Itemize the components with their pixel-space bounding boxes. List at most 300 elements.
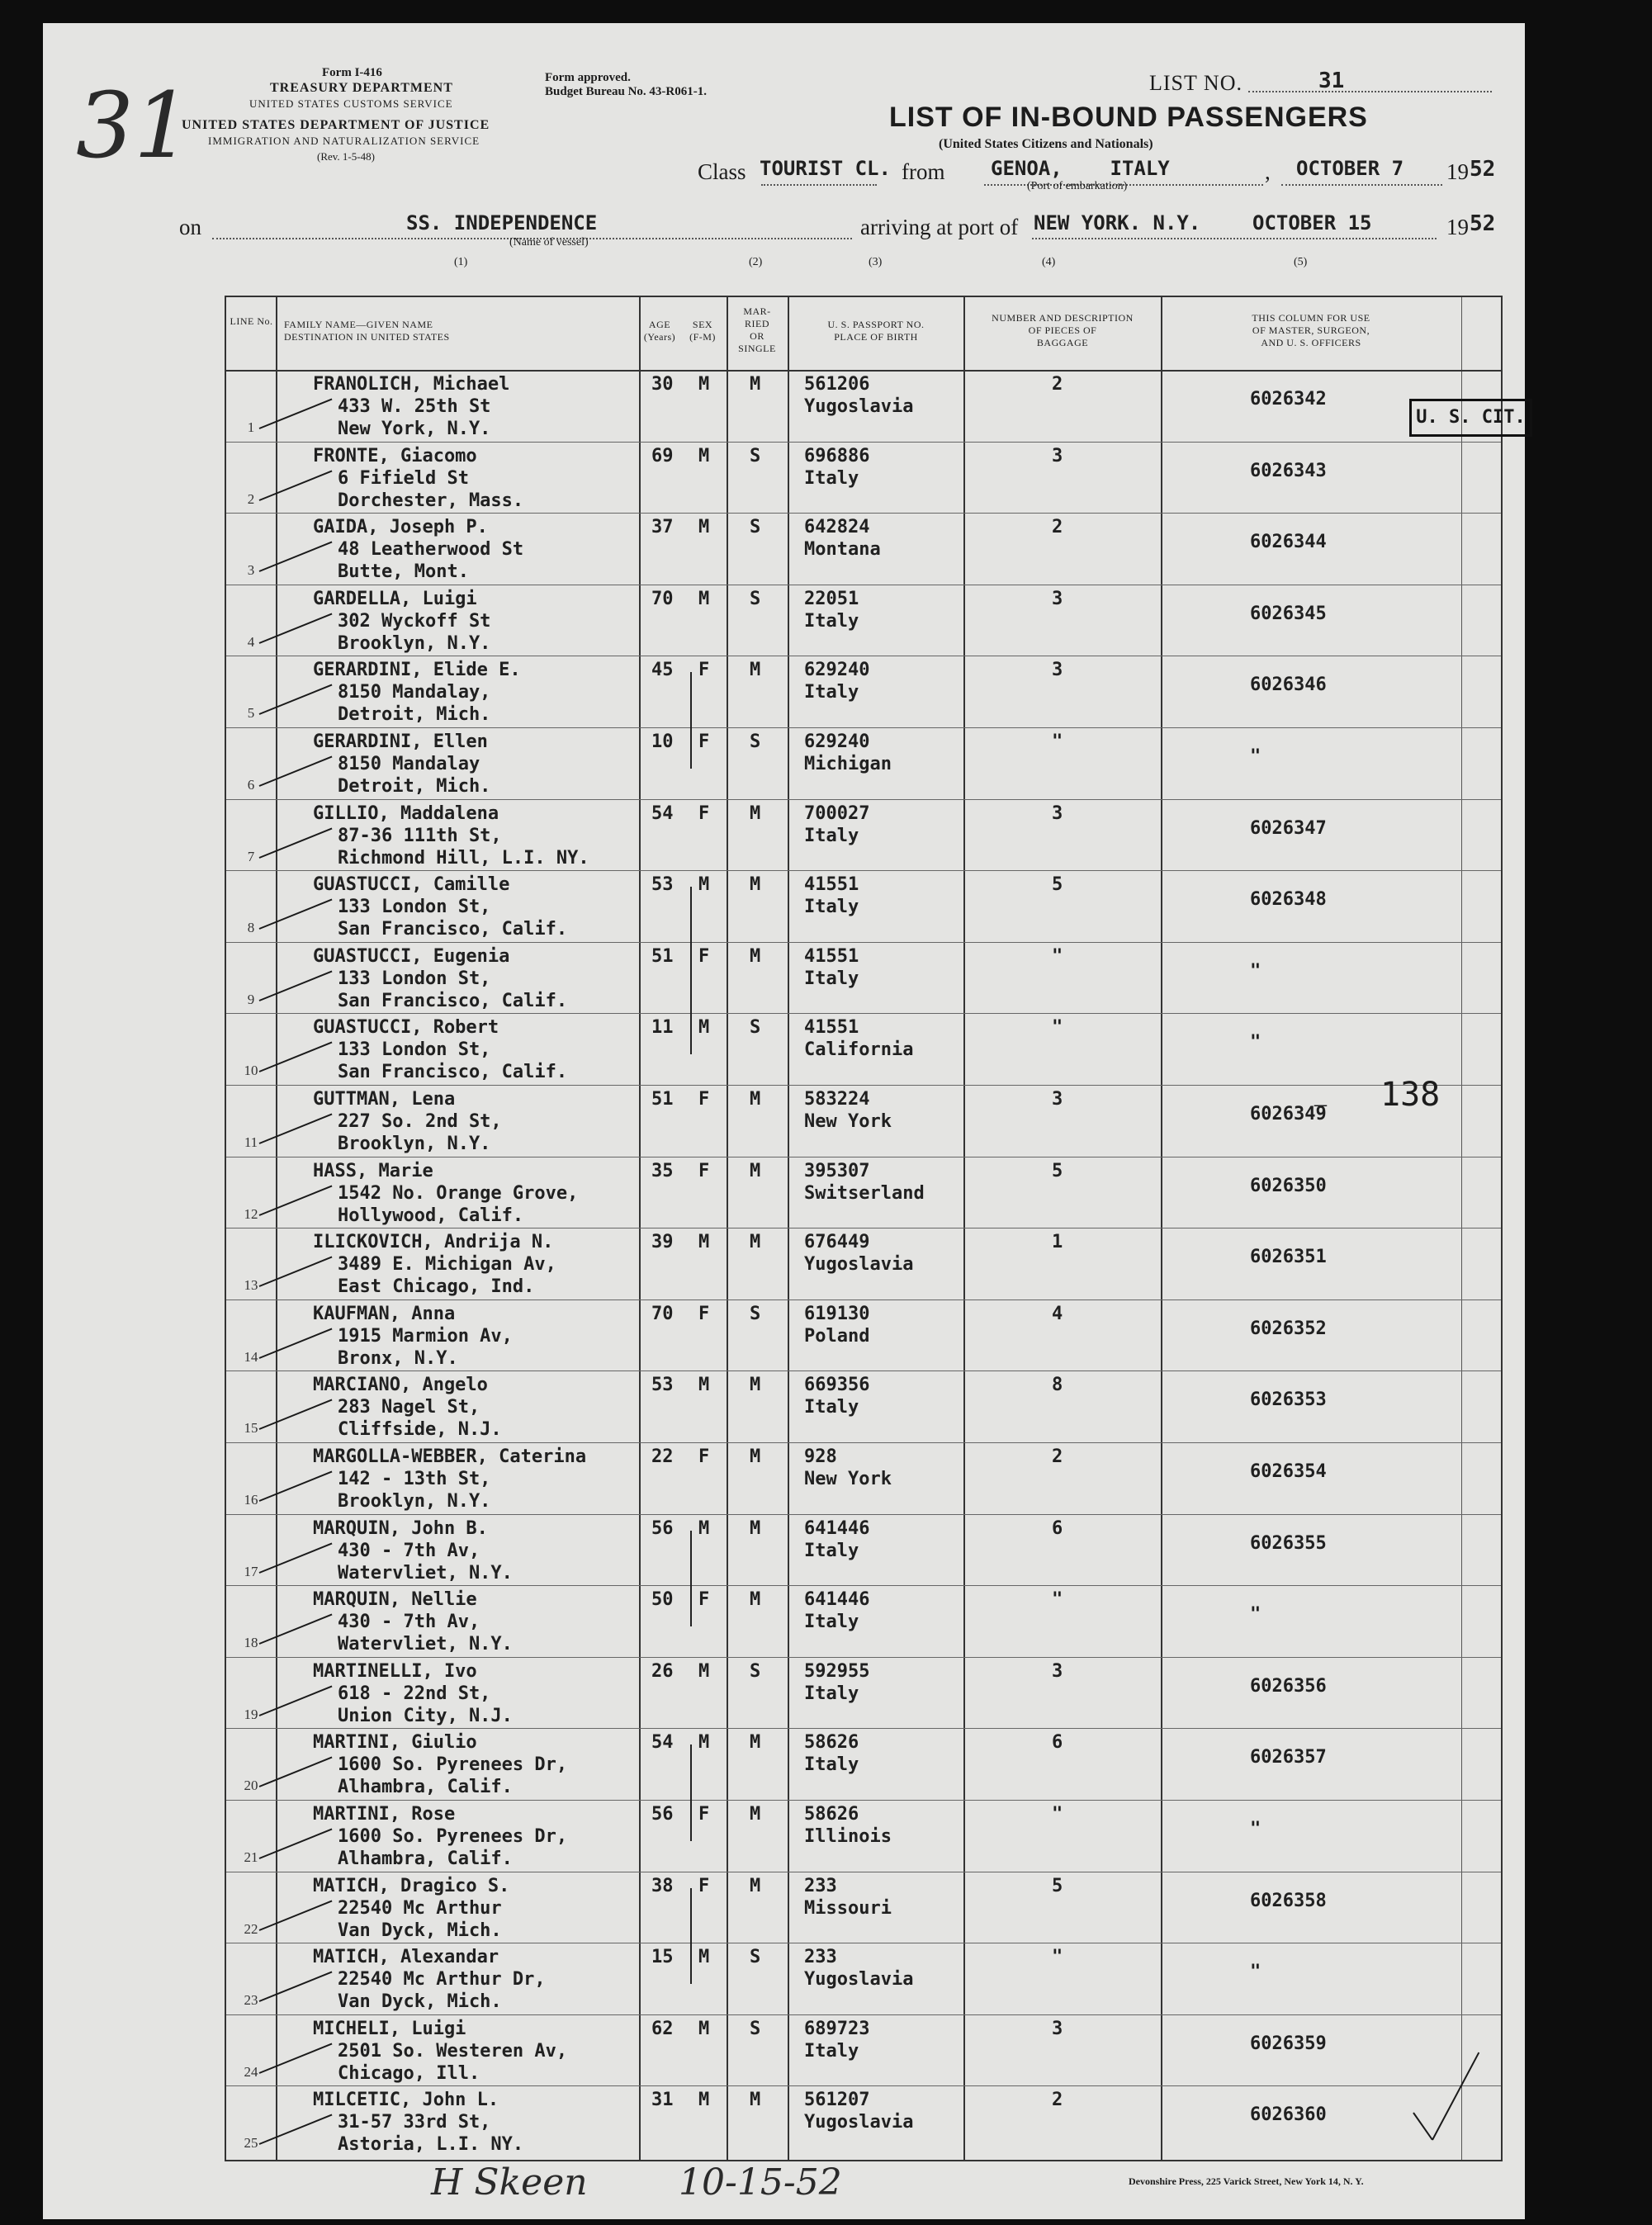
row-separator: [226, 727, 1501, 728]
passenger-name: HASS, Marie: [313, 1160, 433, 1181]
header-line-no: LINE No.: [230, 315, 273, 327]
baggage-count: 3: [1052, 2018, 1063, 2039]
baggage-count: ": [1052, 731, 1063, 752]
form-number: Form I-416: [322, 66, 382, 79]
age: 50: [651, 1589, 674, 1611]
marital-status: M: [750, 874, 761, 896]
pencil-tick: [259, 613, 333, 643]
pencil-tick: [259, 1757, 333, 1787]
passport-number: 41551: [804, 945, 859, 967]
place-of-birth: Illinois: [804, 1826, 892, 1847]
passenger-name: FRANOLICH, Michael: [313, 374, 510, 395]
passenger-name: MATICH, Dragico S.: [313, 1875, 510, 1896]
table-row: [226, 656, 1501, 727]
address-street: 1600 So. Pyrenees Dr,: [338, 1826, 568, 1847]
row-separator: [226, 1657, 1501, 1658]
age: 62: [651, 2018, 674, 2039]
age: 53: [651, 874, 674, 896]
age: 51: [651, 945, 674, 967]
pencil-tick: [259, 1900, 333, 1930]
place-of-birth: Yugoslavia: [804, 2112, 914, 2133]
passport-number: 233: [804, 1947, 837, 1968]
address-street: 430 - 7th Av,: [338, 1540, 480, 1561]
sex: F: [698, 1446, 710, 1467]
passenger-name: MARQUIN, John B.: [313, 1517, 488, 1539]
sex: M: [698, 517, 710, 538]
line-number: 6: [247, 777, 255, 793]
place-of-birth: New York: [804, 1111, 892, 1132]
officer-number: 6026350: [1250, 1175, 1327, 1196]
officer-number: 6026354: [1250, 1461, 1327, 1482]
baggage-count: 5: [1052, 874, 1063, 896]
col-num: (1): [454, 256, 468, 268]
address-street: 1542 No. Orange Grove,: [338, 1182, 579, 1204]
year-prefix: 19: [1446, 159, 1469, 184]
line-number: 15: [244, 1420, 258, 1437]
table-row: [226, 1442, 1501, 1514]
address-street: 283 Nagel St,: [338, 1397, 480, 1418]
passport-number: 592955: [804, 1660, 870, 1682]
marital-status: S: [750, 1303, 761, 1324]
passport-number: 22051: [804, 588, 859, 609]
place-of-birth: Italy: [804, 610, 859, 632]
place-of-birth: Italy: [804, 1754, 859, 1776]
place-of-birth: Italy: [804, 897, 859, 918]
baggage-count: 2: [1052, 1446, 1063, 1467]
document-title: LIST OF IN-BOUND PASSENGERS: [889, 102, 1368, 133]
passenger-name: MARTINI, Giulio: [313, 1732, 477, 1754]
passport-number: 41551: [804, 874, 859, 896]
officer-number: 6026345: [1250, 603, 1327, 624]
passport-number: 58626: [804, 1804, 859, 1825]
departure-date: OCTOBER 7: [1296, 157, 1404, 180]
marital-status: S: [750, 588, 761, 609]
table-row: [226, 1514, 1501, 1586]
age: 22: [651, 1446, 674, 1467]
sex: M: [698, 874, 710, 896]
line-number: 1: [247, 419, 255, 435]
baggage-count: 3: [1052, 1660, 1063, 1682]
col-num: (4): [1042, 256, 1056, 268]
table-row: [226, 870, 1501, 942]
port-embarkation-note: (Port of embarkation): [1027, 180, 1128, 192]
form-revision: (Rev. 1-5-48): [317, 150, 375, 163]
sex: M: [698, 2018, 710, 2039]
officer-number: 6026359: [1250, 2033, 1327, 2054]
passport-number: 629240: [804, 660, 870, 681]
place-of-birth: Yugoslavia: [804, 396, 914, 417]
class-line: [761, 184, 877, 186]
place-of-birth: Switserland: [804, 1182, 925, 1204]
table-row: [226, 585, 1501, 656]
address-city: Alhambra, Calif.: [338, 1849, 513, 1869]
pencil-tick: [259, 470, 333, 500]
table-row: [226, 1371, 1501, 1442]
officer-number: 6026351: [1250, 1247, 1327, 1268]
line-number: 2: [247, 490, 255, 507]
passport-number: 700027: [804, 802, 870, 824]
pencil-tick: [259, 2043, 333, 2073]
row-separator: [226, 442, 1501, 443]
address-street: 618 - 22nd St,: [338, 1683, 491, 1704]
row-separator: [226, 1800, 1501, 1801]
sex: M: [698, 588, 710, 609]
sex: F: [698, 1875, 710, 1896]
address-city: Butte, Mont.: [338, 561, 469, 583]
passport-number: 928: [804, 1446, 837, 1467]
row-separator: [226, 1013, 1501, 1014]
passenger-name: MICHELI, Luigi: [313, 2018, 466, 2039]
place-of-birth: Michigan: [804, 754, 892, 774]
row-separator: [226, 799, 1501, 800]
margin-dash: _: [1314, 1082, 1327, 1109]
passport-number: 395307: [804, 1160, 870, 1181]
budget-bureau: Budget Bureau No. 43-R061-1.: [545, 85, 707, 98]
sex: F: [698, 802, 710, 824]
line-number: 24: [244, 2063, 258, 2080]
class-label: Class: [698, 159, 746, 184]
address-street: 302 Wyckoff St: [338, 610, 491, 632]
comma: ,: [1265, 159, 1271, 184]
sex: M: [698, 1517, 710, 1539]
age: 10: [651, 731, 674, 752]
address-street: 133 London St,: [338, 897, 491, 918]
line-number: 12: [244, 1205, 258, 1222]
place-of-birth: Italy: [804, 1683, 859, 1704]
address-street: 8150 Mandalay: [338, 754, 480, 774]
line-number: 14: [244, 1348, 258, 1365]
age: 56: [651, 1804, 674, 1825]
passport-number: 669356: [804, 1375, 870, 1396]
sex: M: [698, 1947, 710, 1968]
age: 31: [651, 2090, 674, 2111]
pencil-tick: [259, 899, 333, 930]
baggage-count: 3: [1052, 1089, 1063, 1110]
sex: F: [698, 1804, 710, 1825]
dept-treasury: TREASURY DEPARTMENT: [270, 81, 453, 95]
passport-number: 642824: [804, 517, 870, 538]
address-street: 6 Fifield St: [338, 467, 469, 489]
place-of-birth: Italy: [804, 1397, 859, 1418]
passport-number: 41551: [804, 1017, 859, 1039]
age: 26: [651, 1660, 674, 1682]
age: 45: [651, 660, 674, 681]
row-separator: [226, 1299, 1501, 1300]
arrival-date: OCTOBER 15: [1252, 211, 1372, 234]
sex: F: [698, 1589, 710, 1611]
officer-number: 6026343: [1250, 460, 1327, 481]
header-officers: THIS COLUMN FOR USE OF MASTER, SURGEON, AND U. S. OFFICERS: [1252, 312, 1370, 348]
table-row: [226, 2085, 1501, 2157]
marital-status: M: [750, 1732, 761, 1754]
row-separator: [226, 513, 1501, 514]
baggage-count: 4: [1052, 1303, 1063, 1324]
address-city: Hollywood, Calif.: [338, 1205, 524, 1226]
baggage-count: 5: [1052, 1875, 1063, 1896]
arrival-port: NEW YORK. N.Y.: [1034, 211, 1201, 234]
row-separator: [226, 1085, 1501, 1086]
address-city: Detroit, Mich.: [338, 776, 491, 797]
row-separator: [226, 2014, 1501, 2015]
address-city: San Francisco, Calif.: [338, 919, 568, 940]
officer-number: 6026348: [1250, 889, 1327, 911]
age: 30: [651, 374, 674, 395]
table-row: [226, 1085, 1501, 1157]
address-street: 433 W. 25th St: [338, 396, 491, 417]
passenger-name: KAUFMAN, Anna: [313, 1303, 456, 1324]
line-number: 22: [244, 1920, 258, 1937]
place-of-birth: New York: [804, 1469, 892, 1489]
passenger-name: GAIDA, Joseph P.: [313, 517, 488, 538]
passport-number: 641446: [804, 1517, 870, 1539]
address-street: 87-36 111th St,: [338, 825, 502, 846]
age: 53: [651, 1375, 674, 1396]
pencil-tick: [259, 755, 333, 786]
col-num: (5): [1294, 256, 1308, 268]
pencil-tick: [259, 684, 333, 715]
marital-status: M: [750, 1375, 761, 1396]
baggage-count: 2: [1052, 374, 1063, 395]
passenger-name: MARGOLLA-WEBBER, Caterina: [313, 1446, 587, 1467]
marital-status: M: [750, 1160, 761, 1181]
address-city: Van Dyck, Mich.: [338, 1991, 502, 2013]
age: 69: [651, 445, 674, 466]
passenger-name: ILICKOVICH, Andrija N.: [313, 1232, 554, 1253]
place-of-birth: Italy: [804, 825, 859, 846]
officer-number: ": [1250, 1962, 1261, 1983]
baggage-count: 1: [1052, 1232, 1063, 1253]
officer-number: 6026342: [1250, 389, 1327, 409]
pencil-tick: [259, 1399, 333, 1430]
pencil-bracket: [690, 1531, 692, 1627]
place-of-birth: Italy: [804, 2040, 859, 2062]
table-row: [226, 1657, 1501, 1729]
baggage-count: 6: [1052, 1517, 1063, 1539]
age: 37: [651, 517, 674, 538]
header-name: FAMILY NAME—GIVEN NAME DESTINATION IN UNITED STATES: [284, 319, 450, 343]
marital-status: M: [750, 1517, 761, 1539]
sex: F: [698, 1303, 710, 1324]
sex: M: [698, 2090, 710, 2111]
line-number: 10: [244, 1063, 258, 1079]
table-row: [226, 942, 1501, 1014]
officer-number: 6026349: [1250, 1104, 1327, 1124]
table-row: [226, 370, 1501, 442]
us-citizen-stamp: U. S. CIT.: [1409, 399, 1532, 437]
sex: M: [698, 1660, 710, 1682]
passport-number: 233: [804, 1875, 837, 1896]
class-value: TOURIST CL.: [760, 157, 891, 180]
marital-status: M: [750, 1232, 761, 1253]
pencil-tick: [259, 1614, 333, 1645]
age: 54: [651, 802, 674, 824]
marital-status: S: [750, 517, 761, 538]
on-label: on: [179, 215, 201, 239]
sex: M: [698, 1232, 710, 1253]
header-passport: U. S. PASSPORT NO. PLACE OF BIRTH: [827, 319, 925, 343]
pencil-bracket: [690, 887, 692, 1054]
address-city: San Francisco, Calif.: [338, 1062, 568, 1083]
officer-number: ": [1250, 746, 1261, 767]
officer-number: 6026346: [1250, 675, 1327, 696]
header-age: AGE (Years): [643, 319, 676, 343]
margin-number: 138: [1380, 1076, 1441, 1114]
passenger-name: MARCIANO, Angelo: [313, 1375, 488, 1396]
address-city: Richmond Hill, L.I. NY.: [338, 847, 589, 869]
passport-number: 676449: [804, 1232, 870, 1253]
pencil-bracket: [690, 1888, 692, 1985]
document-subtitle: (United States Citizens and Nationals): [939, 137, 1153, 151]
officer-number: 6026347: [1250, 817, 1327, 839]
address-city: Van Dyck, Mich.: [338, 1920, 502, 1941]
line-number: 7: [247, 848, 255, 864]
vessel-name: SS. INDEPENDENCE: [406, 211, 598, 234]
row-separator: [226, 1728, 1501, 1729]
sex: F: [698, 945, 710, 967]
passport-number: 629240: [804, 731, 870, 752]
pencil-tick: [259, 398, 333, 428]
line-number: 13: [244, 1277, 258, 1294]
pencil-tick: [259, 1685, 333, 1716]
passenger-name: MATICH, Alexandar: [313, 1947, 499, 1968]
line-number: 11: [244, 1134, 258, 1150]
pencil-bracket: [690, 1744, 692, 1841]
table-row: [226, 2014, 1501, 2086]
age: 56: [651, 1517, 674, 1539]
sex: M: [698, 1732, 710, 1754]
address-street: 142 - 13th St,: [338, 1469, 491, 1489]
passport-number: 561207: [804, 2090, 870, 2111]
list-number-line: [1248, 91, 1492, 92]
place-of-birth: Italy: [804, 467, 859, 489]
marital-status: M: [750, 374, 761, 395]
baggage-count: 3: [1052, 802, 1063, 824]
line-number: 18: [244, 1635, 258, 1651]
line-number: 8: [247, 920, 255, 936]
passenger-name: GUASTUCCI, Robert: [313, 1017, 499, 1039]
address-street: 1600 So. Pyrenees Dr,: [338, 1754, 568, 1776]
age: 51: [651, 1089, 674, 1110]
col-num: (3): [869, 256, 883, 268]
table-row: [226, 1157, 1501, 1228]
address-city: Cliffside, N.J.: [338, 1419, 502, 1441]
pencil-tick: [259, 1042, 333, 1072]
passenger-table: [225, 296, 1503, 2161]
address-city: Alhambra, Calif.: [338, 1777, 513, 1798]
baggage-count: ": [1052, 1589, 1063, 1611]
signature-date: 10-15-52: [679, 2161, 842, 2204]
age: 70: [651, 588, 674, 609]
place-of-birth: Missouri: [804, 1897, 892, 1919]
col-num: (2): [749, 256, 763, 268]
dept-customs: UNITED STATES CUSTOMS SERVICE: [249, 97, 453, 110]
age: 38: [651, 1875, 674, 1896]
officer-number: 6026356: [1250, 1675, 1327, 1697]
officer-number: ": [1250, 960, 1261, 982]
address-street: 133 London St,: [338, 1039, 491, 1061]
address-city: Union City, N.J.: [338, 1705, 513, 1726]
header-sex: SEX (F-M): [689, 319, 716, 343]
sex: M: [698, 1017, 710, 1039]
marital-status: M: [750, 1875, 761, 1896]
header-baggage: NUMBER AND DESCRIPTION OF PIECES OF BAGGAGE: [992, 312, 1134, 348]
passenger-name: GUTTMAN, Lena: [313, 1089, 456, 1110]
row-separator: [226, 870, 1501, 871]
sex: F: [698, 1089, 710, 1110]
place-of-birth: Italy: [804, 682, 859, 703]
address-street: 8150 Mandalay,: [338, 682, 491, 703]
address-street: 1915 Marmion Av,: [338, 1325, 513, 1347]
marital-status: M: [750, 660, 761, 681]
sex: M: [698, 445, 710, 466]
pencil-tick: [259, 1828, 333, 1858]
marital-status: M: [750, 1446, 761, 1467]
place-of-birth: Yugoslavia: [804, 1969, 914, 1991]
officer-number: ": [1250, 1032, 1261, 1053]
passport-number: 689723: [804, 2018, 870, 2039]
address-street: 22540 Mc Arthur Dr,: [338, 1969, 546, 1991]
table-row: [226, 1943, 1501, 2014]
pencil-bracket: [690, 672, 692, 769]
age: 35: [651, 1160, 674, 1181]
marital-status: M: [750, 1804, 761, 1825]
sex: F: [698, 1160, 710, 1181]
departure-year: 52: [1470, 157, 1496, 182]
marital-status: S: [750, 1947, 761, 1968]
pencil-tick: [259, 1328, 333, 1358]
printer-imprint: Devonshire Press, 225 Varick Street, New York 14, N. Y.: [1129, 2175, 1364, 2187]
address-city: San Francisco, Calif.: [338, 990, 568, 1011]
passenger-name: FRONTE, Giacomo: [313, 445, 477, 466]
table-row: [226, 1728, 1501, 1800]
list-number-label: LIST NO.: [1149, 71, 1243, 95]
address-street: 133 London St,: [338, 968, 491, 989]
address-street: 22540 Mc Arthur: [338, 1897, 502, 1919]
line-number: 20: [244, 1778, 258, 1794]
line-number: 25: [244, 2135, 258, 2152]
officer-number: 6026358: [1250, 1890, 1327, 1911]
age: 54: [651, 1732, 674, 1754]
pencil-tick: [259, 1185, 333, 1215]
line-number: 23: [244, 1992, 258, 2009]
baggage-count: 3: [1052, 588, 1063, 609]
sex: M: [698, 374, 710, 395]
address-city: Dorchester, Mass.: [338, 490, 524, 511]
age: 70: [651, 1303, 674, 1324]
line-number: 19: [244, 1706, 258, 1722]
officer-number: 6026344: [1250, 532, 1327, 553]
age: 39: [651, 1232, 674, 1253]
line-number: 21: [244, 1849, 258, 1865]
row-separator: [226, 1442, 1501, 1443]
line-number: 16: [244, 1492, 258, 1508]
pencil-tick: [259, 1113, 333, 1143]
pencil-tick: [259, 542, 333, 572]
address-street: 48 Leatherwood St: [338, 539, 524, 561]
table-row: [226, 1800, 1501, 1872]
marital-status: S: [750, 445, 761, 466]
pencil-tick: [259, 1470, 333, 1501]
passport-number: 619130: [804, 1303, 870, 1324]
arriving-label: arriving at port of: [860, 215, 1019, 239]
place-of-birth: California: [804, 1039, 914, 1061]
place-of-birth: Italy: [804, 1612, 859, 1633]
pencil-tick: [259, 1542, 333, 1573]
line-number: 3: [247, 562, 255, 579]
row-separator: [226, 942, 1501, 943]
address-city: Brooklyn, N.Y.: [338, 632, 491, 654]
baggage-count: ": [1052, 1017, 1063, 1039]
